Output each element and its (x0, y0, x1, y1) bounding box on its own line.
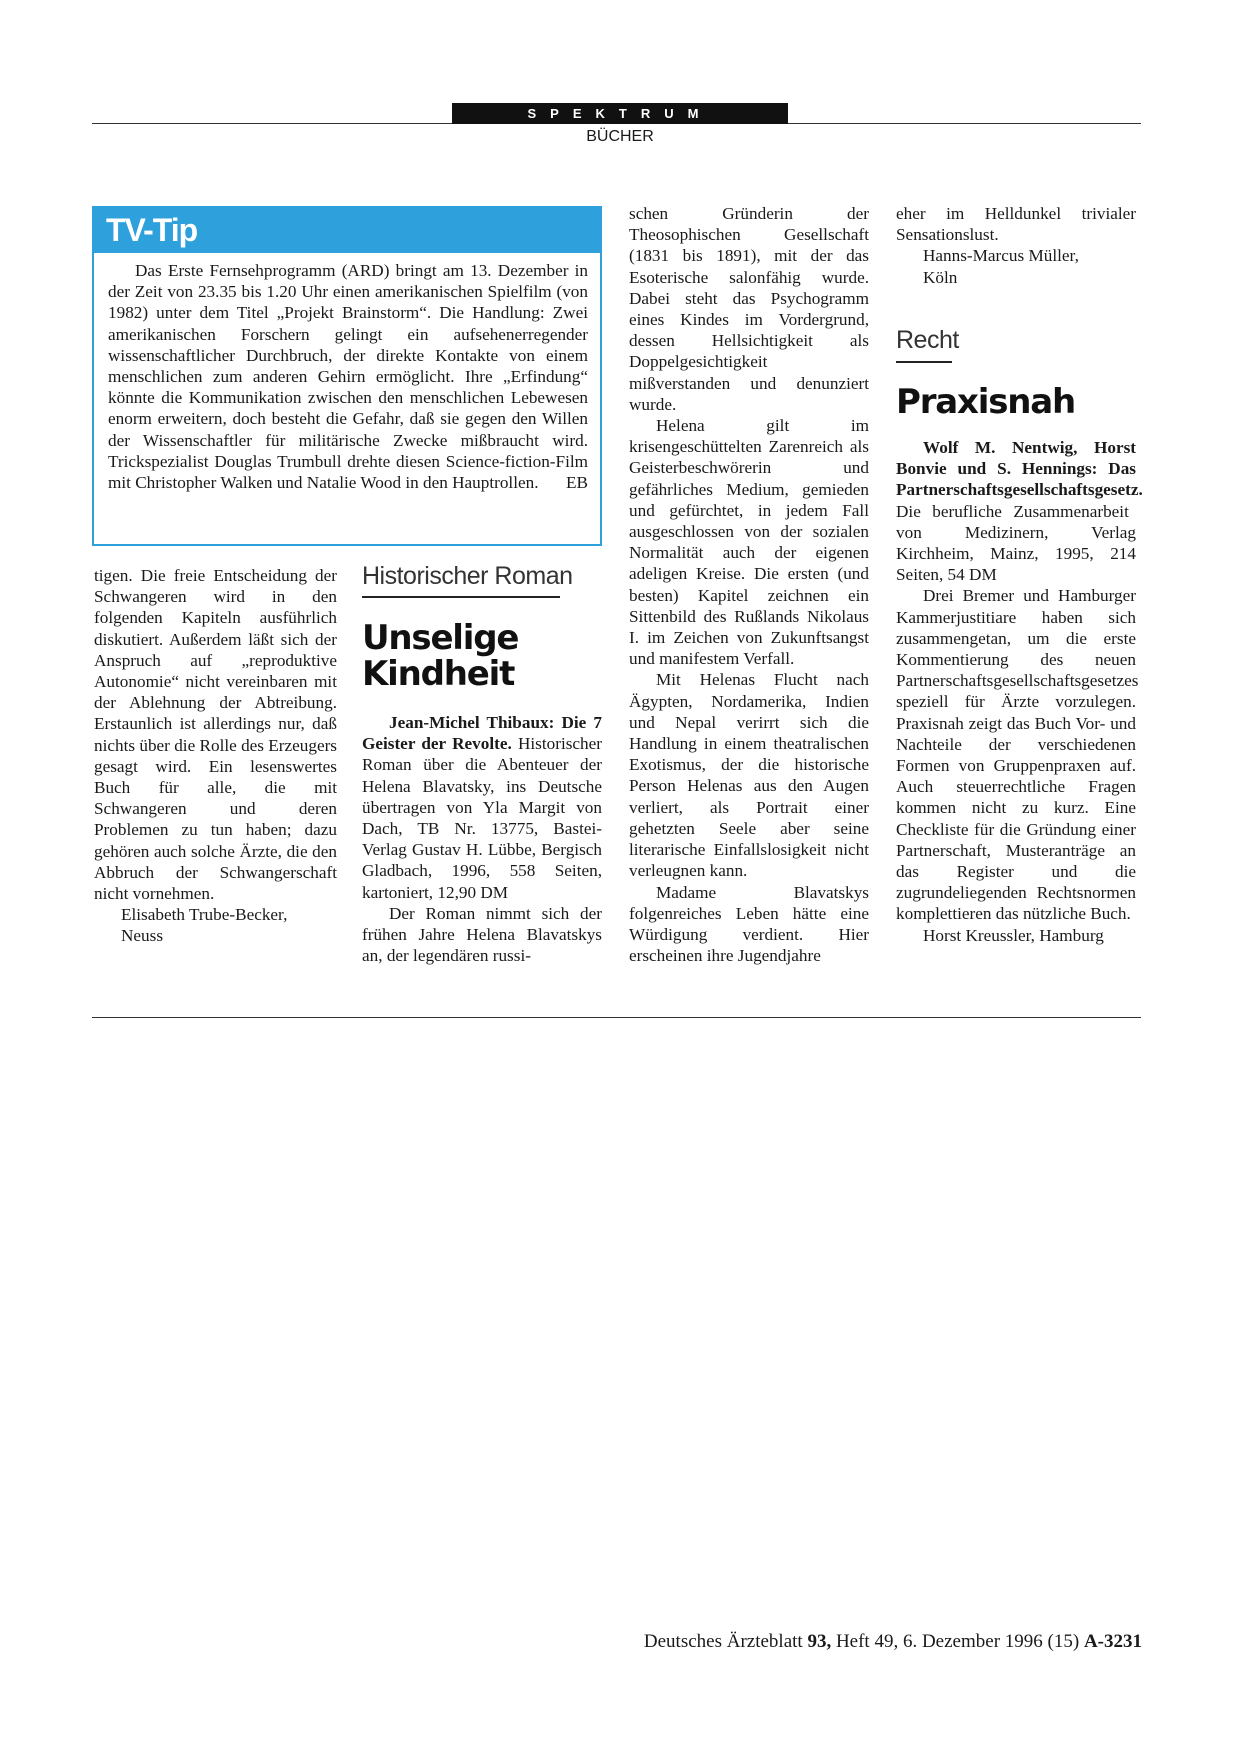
footer-journal: Deutsches Ärzteblatt (643, 1631, 808, 1652)
article2-headline-line1: Unselige (362, 618, 519, 658)
footer-page: A-3231 (1083, 1631, 1142, 1652)
col3-paragraph-3: Madame Blavatskys folgenreiches Leben hätte eine Würdigung verdient. Hier erscheinen ihre Jugendjahre (629, 882, 869, 966)
column-3 (629, 203, 869, 966)
column-4-top (896, 203, 1136, 288)
footer (644, 1631, 1142, 1653)
article2-book-details: Historischer Roman über die Abenteuer der Helena Blavatsky, ins Deutsche übertragen von Yla Margit von Dach, TB Nr. 13775, Bastei-Verlag Gustav H. Lübbe, Bergisch Gladbach, 1996, 558 Seiten, kartoniert, 12,90 DM (362, 734, 602, 902)
col1-signature-city: Neuss (121, 926, 164, 946)
article2-headline (362, 620, 518, 692)
article3-kicker-rule (896, 361, 952, 363)
article3-signature: Horst Kreussler, Hamburg (923, 925, 1104, 945)
tv-tip-author: EB (566, 473, 588, 493)
col3-paragraph-2: Mit Helenas Flucht nach Ägypten, Nordamerika, Indien und Nepal verirrt sich die Handlung in einem theatralischen Exotismus, der die historische Person Helenas aus den Augen verliert, als Portrait einer gehetzten Seele aber seine literarische Einfallslosigkeit nicht verleugnen kann. (629, 670, 869, 881)
col4-paragraph-0: eher im Helldunkel trivialer Sensationslust. (896, 204, 1136, 245)
article3-paragraph: Drei Bremer und Hamburger Kammerjustitiare haben sich zusammengetan, um die erste Kommentierung des neuen Partnerschaftsgesellschaftsgesetzes speziell für Ärzte vorzulegen. Praxisnah zeigt das Buch Vor- und Nachteile der verschiedenen Formen von Gruppenpraxen auf. Auch steuerrechtliche Fragen kommen nicht zu kurz. Eine Checkliste für die Gründung einer Partnerschaft, Musteranträge an das Register und die zugrundeliegenden Rechtsnormen komplettieren das nützliche Buch. (896, 586, 1139, 924)
col1-signature-name: Elisabeth Trube-Becker, (121, 905, 288, 925)
col4-signature-city: Köln (923, 267, 958, 287)
subsection-label: BÜCHER (586, 128, 654, 145)
article2-kicker-rule (362, 596, 560, 598)
column-1 (94, 565, 337, 947)
col3-paragraph-1: Helena gilt im krisengeschüttelten Zarenreich als Geisterbeschwörerin und gefährliches Medium, gemieden und gefürchtet, in jedem Fall ausgeschlossen von der sozialen Normalität auch der eigenen adeligen Kreise. Die ersten (und besten) Kapitel zeichnen ein Sittenbild des Rußlands Nikolaus I. im Zeichen von Zukunftsangst und manifestem Verfall. (629, 416, 869, 669)
footer-volume: 93, (807, 1631, 832, 1652)
article3-kicker: Recht (896, 326, 959, 354)
tv-tip-title: TV-Tip (94, 208, 600, 253)
column-4-bottom (896, 437, 1143, 946)
article3-headline: Praxisnah (896, 382, 1076, 422)
tv-tip-box (92, 206, 602, 546)
col4-signature-name: Hanns-Marcus Müller, (923, 246, 1079, 266)
article2-paragraph: Der Roman nimmt sich der frühen Jahre Helena Blavatskys an, der legendären russi- (362, 903, 602, 966)
col3-paragraph-0: schen Gründerin der Theosophischen Gesellschaft (1831 bis 1891), mit der das Esoterische salonfähig wurde. Dabei steht das Psychogramm eines Kindes im Vordergrund, dessen Hellsichtigkeit als Doppelgesichtigkeit mißverstanden und denunziert wurde. (629, 204, 869, 414)
col1-text: tigen. Die freie Entscheidung der Schwangeren wird in den folgenden Kapiteln ausführlich diskutiert. Außerdem läßt sich der Anspruch auf „reproduktive Autonomie“ nicht vereinbaren mit der Ablehnung der Abtreibung. Erstaunlich ist allerdings nur, daß nichts über die Rolle des Erzeugers gesagt wird. Ein lesenswertes Buch für alle, die mit Schwangeren und deren Problemen zu tun haben; dazu gehören auch solche Ärzte, die den Abbruch der Schwangerschaft nicht vornehmen. (94, 566, 337, 904)
article3-book-title: Wolf M. Nentwig, Horst Bonvie und S. Hennings: Das Partnerschaftsgesellschaftsgesetz. (896, 438, 1143, 500)
article2-kicker: Historischer Roman (362, 562, 573, 590)
column-2 (362, 712, 602, 966)
section-label: SPEKTRUM (452, 103, 788, 124)
article2-book-title: Jean-Michel Thibaux: Die 7 Geister der Revolte. (362, 713, 602, 754)
tv-tip-text-block (108, 260, 588, 493)
tv-tip-text: Das Erste Fernsehprogramm (ARD) bringt am 13. Dezember in der Zeit von 23.35 bis 1.20 Uhr einen amerikanischen Spielfilm (von 1982) unter dem Titel „Projekt Brainstorm“. Die Handlung: Zwei amerikanischen Forschern gelingt ein aufsehenerregender wissenschaftlicher Durchbruch, der direkte Kontakte von einem menschlichen zum anderen Gehirn ermöglicht. Ihre „Erfindung“ könnte die Kommunikation zwischen den menschlichen Lebewesen enorm erweitern, doch besteht die Gefahr, daß sie gegen den Willen der Wissenschaftler für militärische Zwecke mißbraucht wird. Trickspezialist Douglas Trumbull drehte diesen Science-fiction-Film mit Christopher Walken und Natalie Wood in den Hauptrollen. (108, 261, 588, 493)
bottom-rule (92, 1017, 1141, 1018)
article2-headline-line2: Kindheit (362, 654, 515, 694)
footer-issue: Heft 49, 6. Dezember 1996 (15) (831, 1631, 1084, 1652)
article3-book-details: Die berufliche Zusammenarbeit von Medizinern, Verlag Kirchheim, Mainz, 1995, 214 Seiten, 54 DM (896, 501, 1136, 585)
